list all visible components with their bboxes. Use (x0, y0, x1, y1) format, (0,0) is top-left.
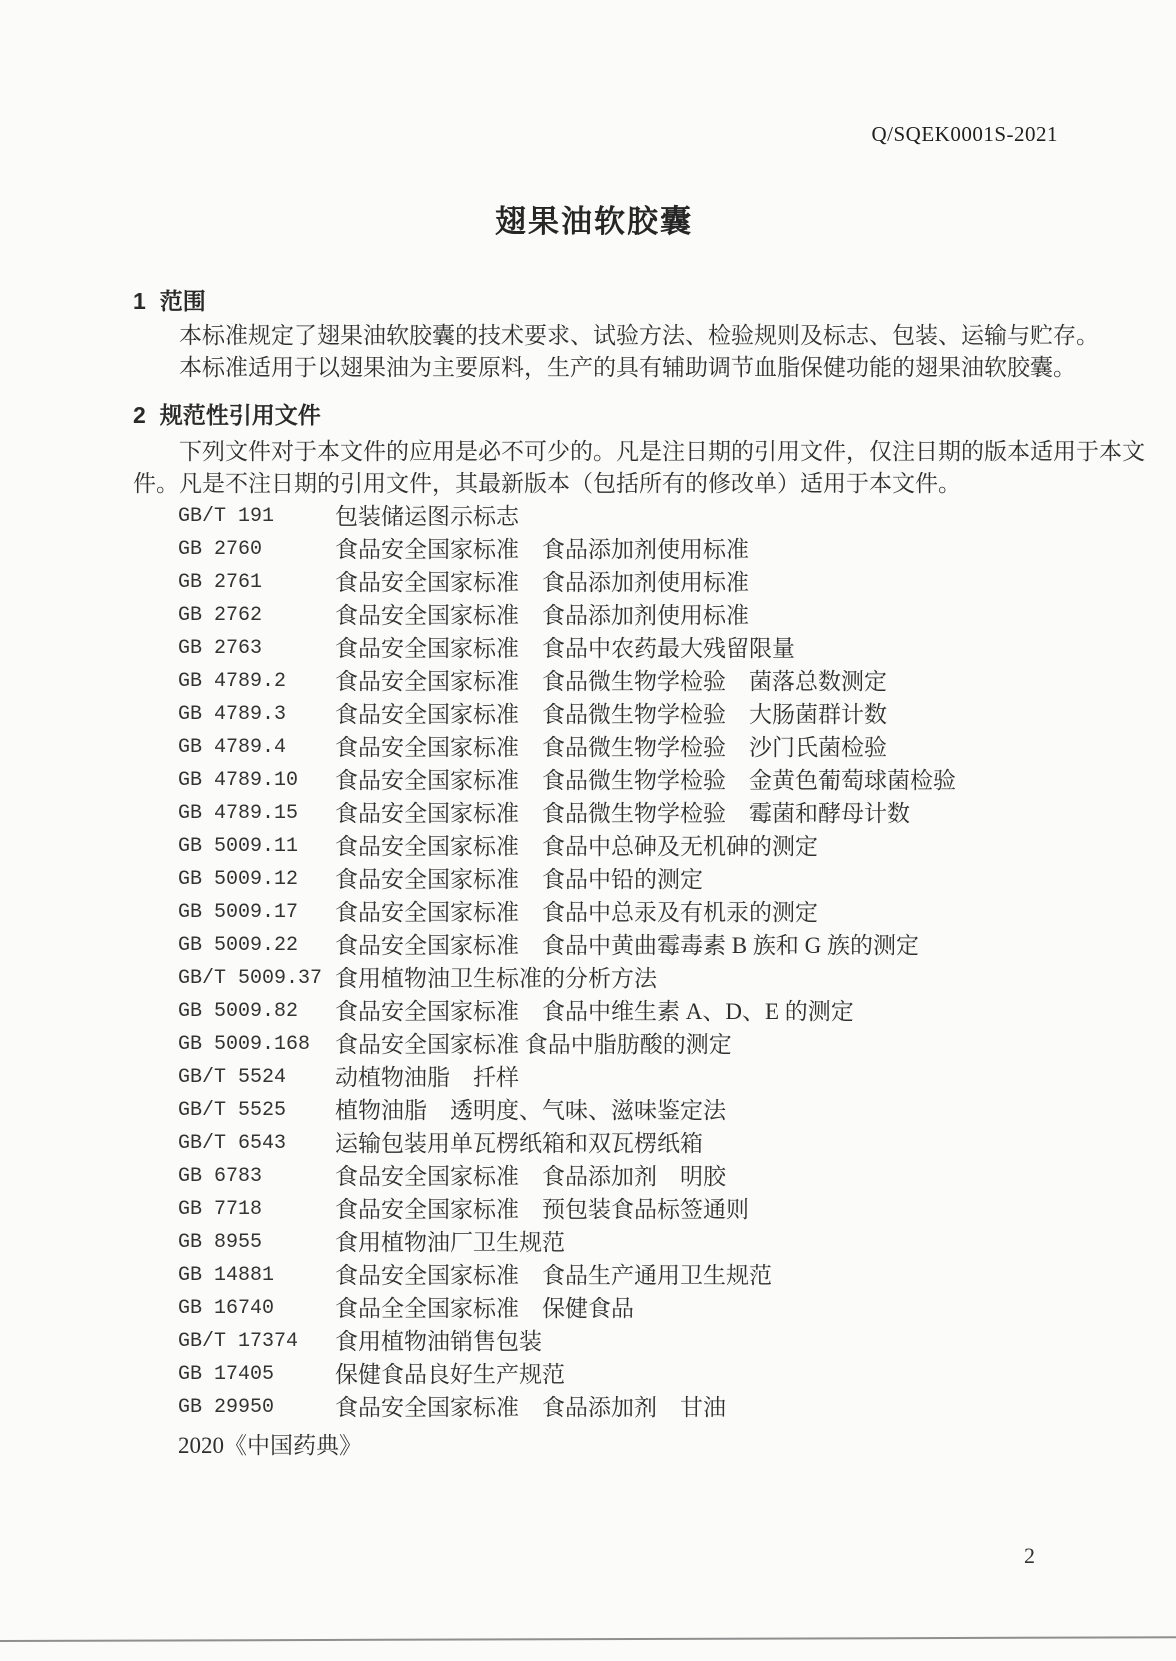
reference-code: GB 14881 (178, 1264, 275, 1287)
reference-row (178, 1259, 956, 1292)
reference-code: GB 4789.15 (178, 802, 299, 825)
reference-row (178, 533, 956, 566)
reference-row (178, 962, 956, 995)
section-2-number: 2 (133, 402, 146, 428)
reference-row (178, 1028, 956, 1061)
section-2-title: 规范性引用文件 (159, 402, 321, 428)
reference-code: GB 29950 (178, 1396, 275, 1419)
reference-row (178, 929, 956, 962)
reference-title: 食品安全国家标准 食品微生物学检验 菌落总数测定 (335, 669, 887, 694)
section-2-heading (133, 397, 321, 430)
reference-code: GB 5009.11 (178, 835, 299, 858)
reference-title: 食品安全国家标准 食品中脂肪酸的测定 (335, 1032, 732, 1057)
reference-row (178, 1193, 956, 1226)
reference-title: 食品安全国家标准 食品中铅的测定 (335, 867, 703, 892)
page-number: 2 (1024, 1543, 1035, 1568)
reference-title: 食品安全国家标准 食品微生物学检验 沙门氏菌检验 (335, 735, 887, 760)
reference-title: 食品安全国家标准 食品添加剂 明胶 (335, 1164, 726, 1189)
reference-row (178, 896, 956, 929)
reference-row (178, 599, 956, 632)
reference-row (178, 995, 956, 1028)
reference-code: GB 2761 (178, 571, 263, 594)
reference-code: GB 4789.10 (178, 769, 299, 792)
pharmacopoeia-reference: 2020《中国药典》 (178, 1433, 362, 1458)
reference-code: GB 5009.17 (178, 901, 299, 924)
reference-code: GB 4789.3 (178, 703, 287, 726)
section-1-title: 范围 (159, 288, 206, 314)
reference-row (178, 500, 956, 533)
scope-paragraph-1: 本标准规定了翅果油软胶囊的技术要求、试验方法、检验规则及标志、包装、运输与贮存。 (179, 323, 1099, 348)
reference-title: 食品安全国家标准 食品微生物学检验 霉菌和酵母计数 (335, 801, 910, 826)
reference-row (178, 1061, 956, 1094)
reference-row (178, 1127, 956, 1160)
reference-row (178, 863, 956, 896)
reference-code: GB 6783 (178, 1165, 263, 1188)
references-list (178, 500, 956, 1424)
reference-title: 运输包装用单瓦楞纸箱和双瓦楞纸箱 (335, 1131, 703, 1156)
reference-code: GB/T 17374 (178, 1330, 299, 1353)
reference-title: 食品安全国家标准 食品中维生素 A、D、E 的测定 (335, 999, 854, 1024)
reference-row (178, 764, 956, 797)
reference-code: GB 8955 (178, 1231, 263, 1254)
reference-code: GB/T 6543 (178, 1132, 287, 1155)
reference-row (178, 1160, 956, 1193)
reference-title: 食品全全国家标准 保健食品 (335, 1296, 634, 1321)
bottom-scan-line (0, 1636, 1176, 1642)
reference-title: 食品安全国家标准 预包装食品标签通则 (335, 1197, 749, 1222)
scope-paragraph-2: 本标准适用于以翅果油为主要原料，生产的具有辅助调节血脂保健功能的翅果油软胶囊。 (179, 355, 1076, 380)
reference-code: GB 4789.4 (178, 736, 287, 759)
reference-title: 食用植物油销售包装 (335, 1329, 542, 1354)
reference-code: GB 5009.22 (178, 934, 299, 957)
reference-row (178, 698, 956, 731)
references-intro-line-2: 件。凡是不注日期的引用文件，其最新版本（包括所有的修改单）适用于本文件。 (133, 471, 961, 496)
reference-code: GB 17405 (178, 1363, 275, 1386)
reference-title: 食品安全国家标准 食品添加剂使用标准 (335, 603, 749, 628)
reference-row (178, 1325, 956, 1358)
references-intro-line-1: 下列文件对于本文件的应用是必不可少的。凡是注日期的引用文件，仅注日期的版本适用于本文 (179, 439, 1145, 464)
reference-title: 食品安全国家标准 食品中总砷及无机砷的测定 (335, 834, 818, 859)
reference-title: 食用植物油厂卫生规范 (335, 1230, 565, 1255)
reference-row (178, 1292, 956, 1325)
reference-title: 动植物油脂 扦样 (335, 1065, 519, 1090)
reference-title: 食品安全国家标准 食品添加剂使用标准 (335, 570, 749, 595)
reference-code: GB 2760 (178, 538, 263, 561)
reference-title: 食品安全国家标准 食品微生物学检验 金黄色葡萄球菌检验 (335, 768, 956, 793)
reference-code: GB 16740 (178, 1297, 275, 1320)
reference-row (178, 797, 956, 830)
reference-title: 食品安全国家标准 食品中农药最大残留限量 (335, 636, 795, 661)
reference-code: GB/T 5525 (178, 1099, 287, 1122)
reference-row (178, 665, 956, 698)
reference-title: 食品安全国家标准 食品中黄曲霉毒素 B 族和 G 族的测定 (335, 933, 919, 958)
reference-row (178, 632, 956, 665)
reference-row (178, 1391, 956, 1424)
reference-code: GB/T 191 (178, 505, 275, 528)
reference-code: GB/T 5009.37 (178, 967, 323, 990)
reference-title: 植物油脂 透明度、气味、滋味鉴定法 (335, 1098, 726, 1123)
reference-title: 食用植物油卫生标准的分析方法 (335, 966, 657, 991)
reference-code: GB 2762 (178, 604, 263, 627)
reference-title: 保健食品良好生产规范 (335, 1362, 565, 1387)
reference-row (178, 731, 956, 764)
reference-code: GB 5009.82 (178, 1000, 299, 1023)
reference-row (178, 1358, 956, 1391)
reference-code: GB 5009.12 (178, 868, 299, 891)
reference-title: 食品安全国家标准 食品中总汞及有机汞的测定 (335, 900, 818, 925)
reference-title: 食品安全国家标准 食品生产通用卫生规范 (335, 1263, 772, 1288)
reference-title: 食品安全国家标准 食品微生物学检验 大肠菌群计数 (335, 702, 887, 727)
reference-title: 食品安全国家标准 食品添加剂使用标准 (335, 537, 749, 562)
reference-title: 包装储运图示标志 (335, 504, 519, 529)
reference-code: GB 5009.168 (178, 1033, 311, 1056)
reference-code: GB/T 5524 (178, 1066, 287, 1089)
reference-row (178, 566, 956, 599)
section-1-heading (133, 283, 206, 316)
page-title: 翅果油软胶囊 (495, 204, 693, 239)
reference-code: GB 2763 (178, 637, 263, 660)
reference-row (178, 1226, 956, 1259)
reference-title: 食品安全国家标准 食品添加剂 甘油 (335, 1395, 726, 1420)
reference-code: GB 7718 (178, 1198, 263, 1221)
reference-row (178, 830, 956, 863)
doc-code: Q/SQEK0001S-2021 (871, 122, 1058, 146)
reference-row (178, 1094, 956, 1127)
section-1-number: 1 (133, 288, 146, 314)
reference-code: GB 4789.2 (178, 670, 287, 693)
